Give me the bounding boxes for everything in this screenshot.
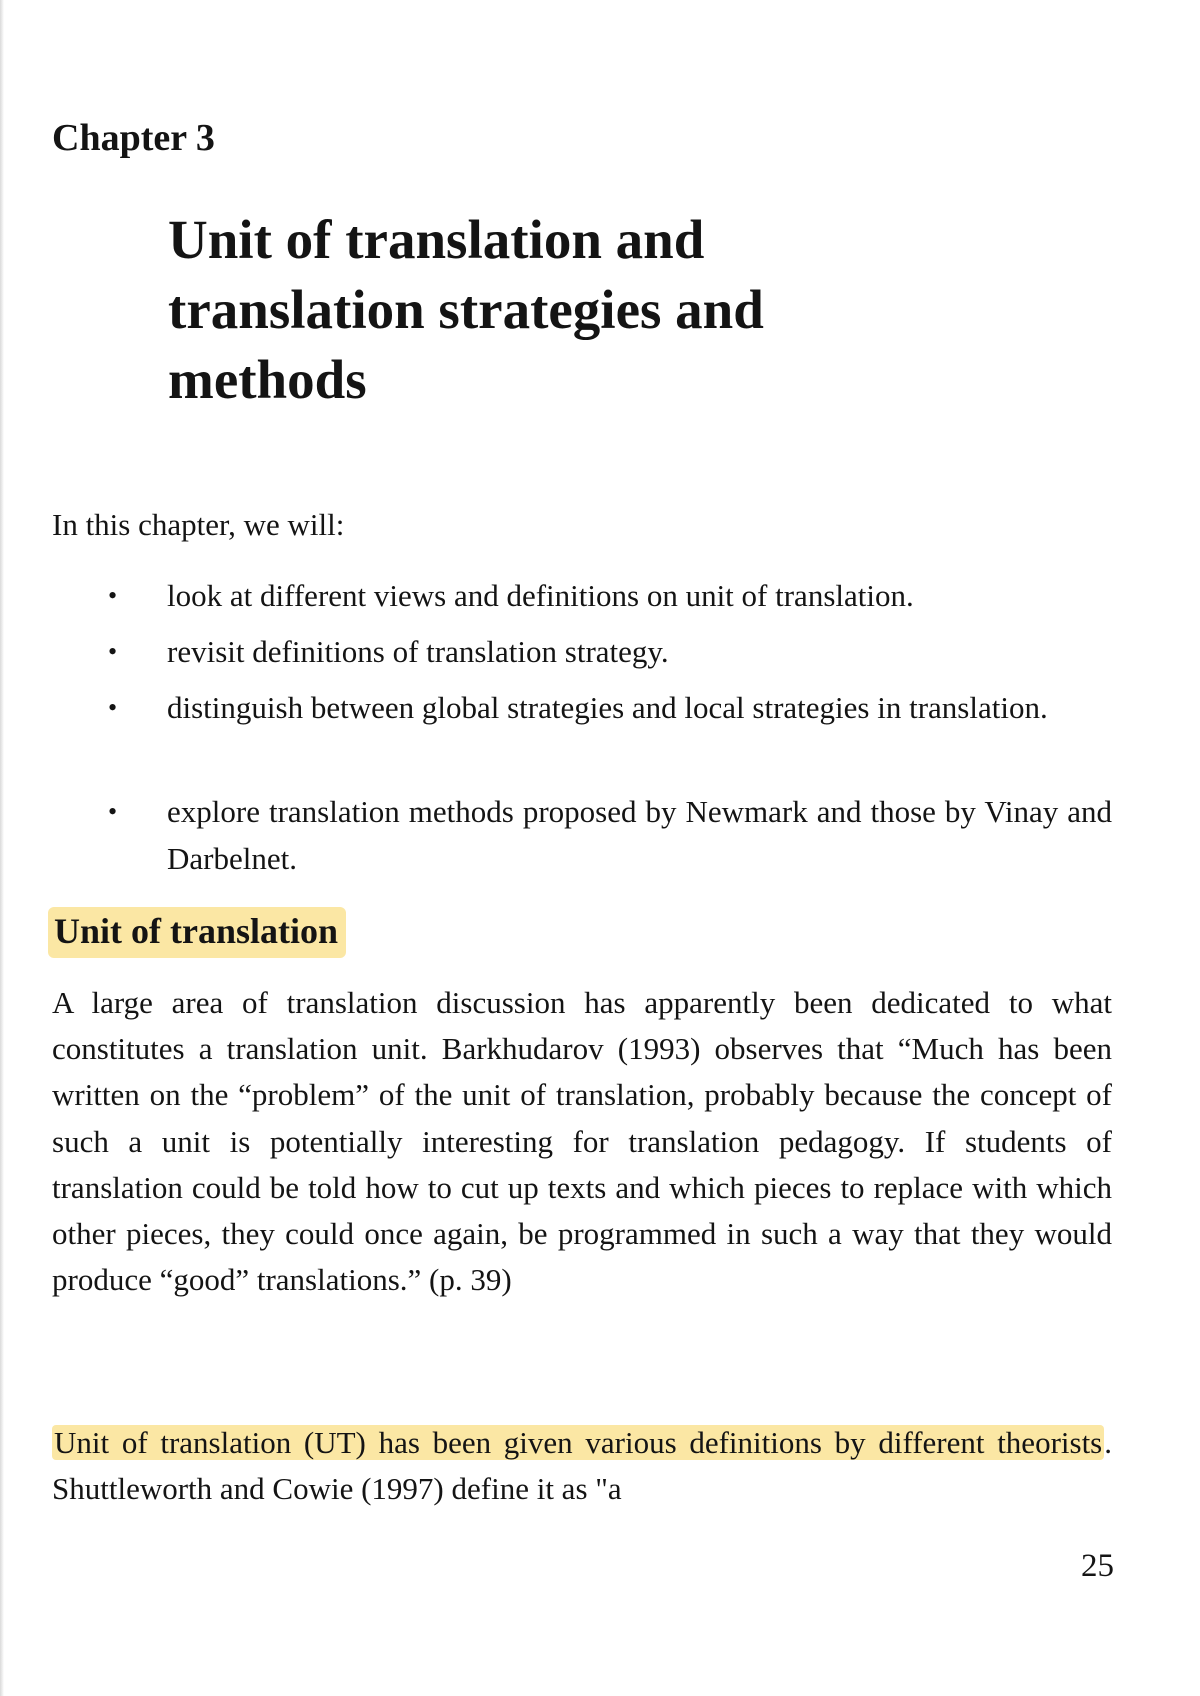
bullet-icon: •: [108, 581, 118, 610]
intro-text: In this chapter, we will:: [52, 507, 345, 542]
list-item: [52, 788, 1112, 882]
page-edge: [0, 0, 4, 1696]
bullet-icon: •: [108, 637, 118, 666]
bullet-icon: •: [108, 693, 118, 722]
highlighted-text: Unit of translation (UT) has been given various definitions by different theorists: [54, 1425, 1103, 1460]
list-item: [52, 572, 1112, 619]
list-item: [52, 684, 1112, 731]
chapter-label: Chapter 3: [52, 117, 215, 159]
objective-text: revisit definitions of translation strategy.: [167, 634, 669, 669]
objective-text: distinguish between global strategies and local strategies in translation.: [167, 690, 1048, 725]
objective-text: look at different views and definitions on unit of translation.: [167, 578, 914, 613]
list-item: [52, 628, 1112, 675]
chapter-title: Unit of translation and translation strategies and methods: [168, 209, 764, 410]
section-heading: Unit of translation: [48, 907, 346, 958]
body-paragraph: [52, 1420, 1112, 1512]
body-paragraph: A large area of translation discussion has apparently been dedicated to what constitutes a translation unit. Barkhudarov (1993) observes that “Much has been written on the “problem” of the unit of translation, probably because the concept of such a unit is potentially interesting for translation pedagogy. If students of translation could be told how to cut up texts and which pieces to replace with which other pieces, they could once again, be programmed in such a way that they would produce “good” translations.” (p. 39): [52, 985, 1112, 1298]
bullet-icon: •: [108, 797, 118, 826]
paragraph-text: . Shuttleworth and Cowie (1997) define it as "a: [52, 1425, 1112, 1507]
objective-text: explore translation methods proposed by Newmark and those by Vinay and Darbelnet.: [167, 794, 1112, 876]
page-number: 25: [1081, 1548, 1114, 1584]
